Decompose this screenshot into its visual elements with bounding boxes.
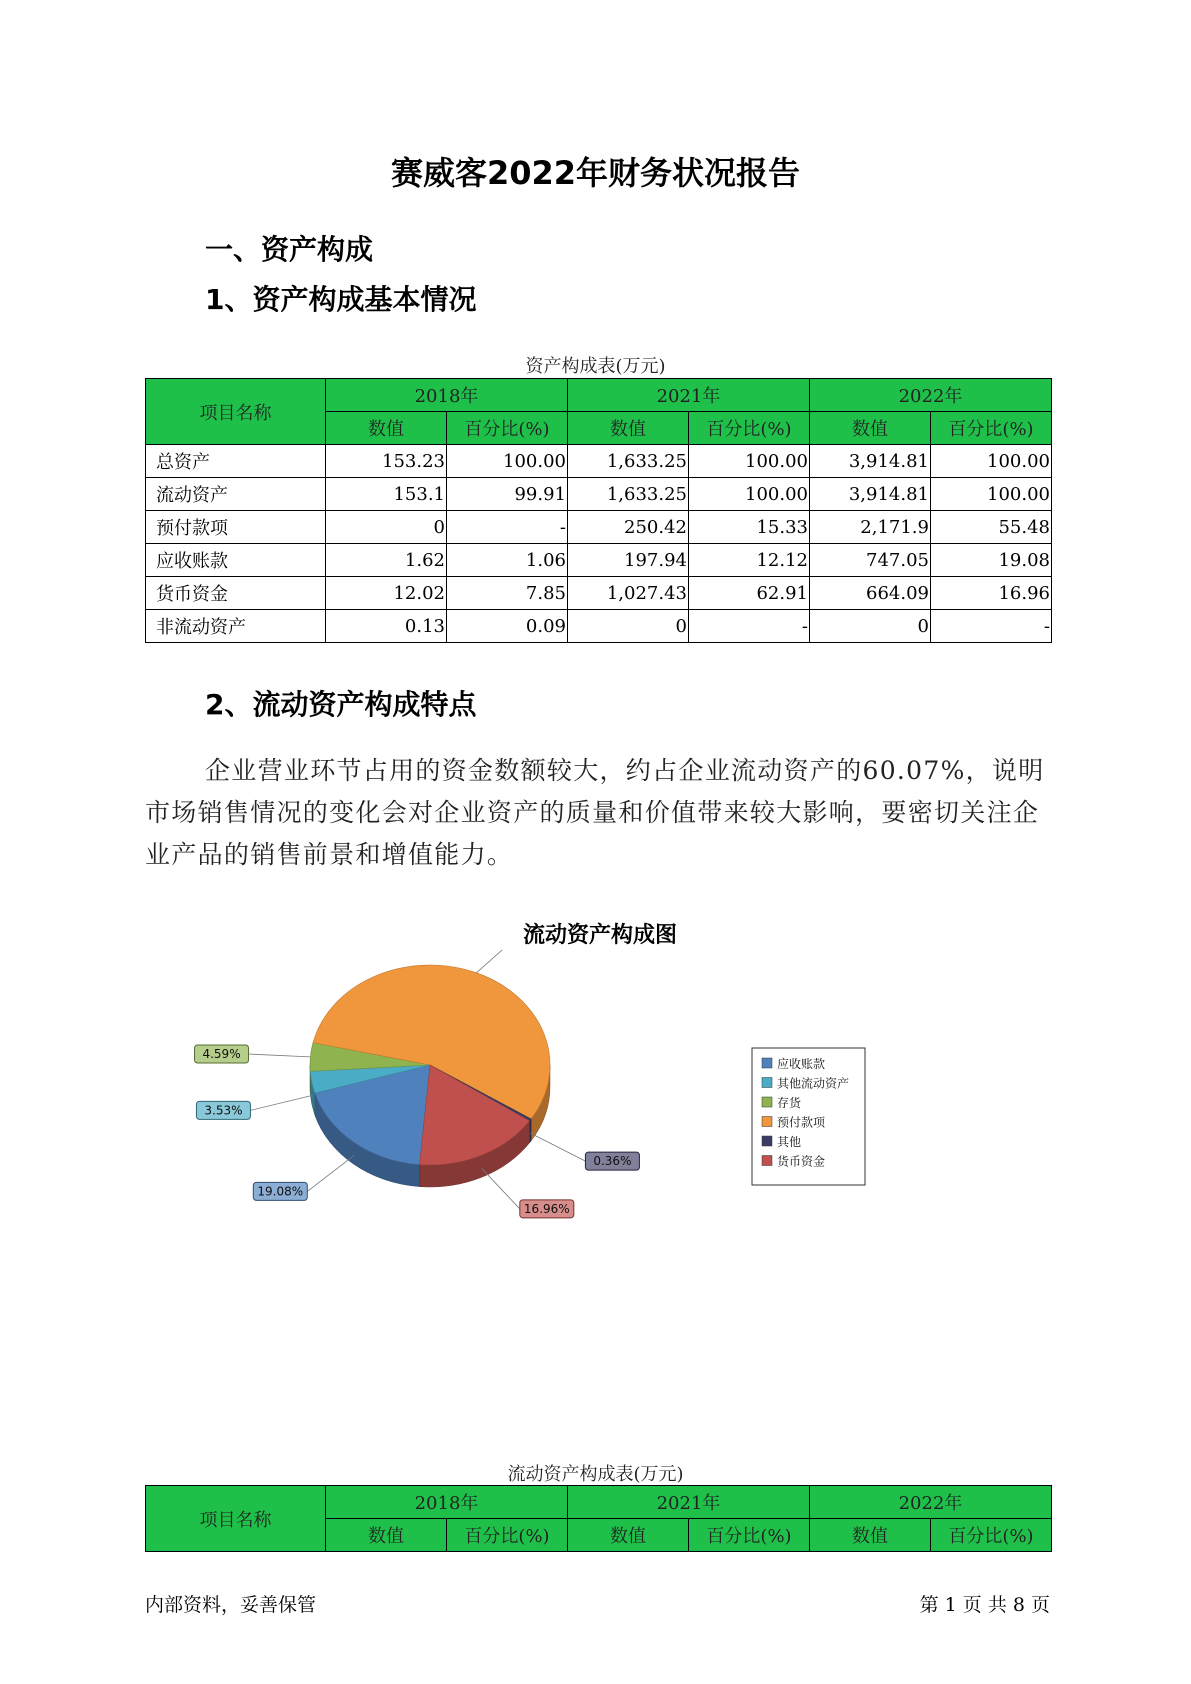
cell: 664.09: [810, 577, 931, 610]
cell: 100.00: [689, 478, 810, 511]
label-leader-line: [249, 1054, 311, 1057]
legend-swatch: [762, 1136, 772, 1146]
header-value: 数值: [568, 1519, 689, 1552]
cell: 3,914.81: [810, 478, 931, 511]
table-row: [146, 610, 1052, 643]
header-value: 数值: [810, 412, 931, 445]
label-leader-line: [530, 1133, 585, 1161]
cell: 99.91: [447, 478, 568, 511]
legend-label: 预付款项: [777, 1115, 826, 1130]
cell: 2,171.9: [810, 511, 931, 544]
header-year: 2022年: [810, 1486, 1052, 1519]
cell: -: [447, 511, 568, 544]
header-percent: 百分比(%): [689, 412, 810, 445]
row-name: 流动资产: [146, 478, 326, 511]
cell: 747.05: [810, 544, 931, 577]
cell: 1.62: [326, 544, 447, 577]
cell: 197.94: [568, 544, 689, 577]
legend-swatch: [762, 1078, 772, 1088]
header-item-name: 项目名称: [146, 1486, 326, 1552]
analysis-paragraph: 企业营业环节占用的资金数额较大，约占企业流动资产的60.07%，说明市场销售情况的变化会对企业资产的质量和价值带来较大影响，要密切关注企业产品的销售前景和增值能力。: [145, 756, 1045, 869]
cell: 19.08: [931, 544, 1052, 577]
row-name: 货币资金: [146, 577, 326, 610]
header-value: 数值: [568, 412, 689, 445]
cell: 100.00: [931, 445, 1052, 478]
header-value: 数值: [326, 1519, 447, 1552]
legend-swatch: [762, 1117, 772, 1127]
header-year: 2021年: [568, 1486, 810, 1519]
page-title: 赛威客2022年财务状况报告: [390, 154, 801, 192]
legend-label: 应收账款: [777, 1057, 826, 1071]
header-percent: 百分比(%): [447, 1519, 568, 1552]
chart-legend: [752, 1048, 865, 1185]
table2-caption: 流动资产构成表(万元): [507, 1464, 684, 1485]
row-name: 非流动资产: [146, 610, 326, 643]
chart-title: 流动资产构成图: [522, 923, 677, 948]
legend-swatch: [762, 1097, 772, 1107]
cell: -: [689, 610, 810, 643]
cell: 12.12: [689, 544, 810, 577]
header-year: 2021年: [568, 379, 810, 412]
header-percent: 百分比(%): [447, 412, 568, 445]
label-leader-line: [482, 1168, 520, 1208]
cell: -: [931, 610, 1052, 643]
cell: 100.00: [931, 478, 1052, 511]
header-year: 2022年: [810, 379, 1052, 412]
cell: 153.1: [326, 478, 447, 511]
header-year: 2018年: [326, 379, 568, 412]
table-row: [146, 445, 1052, 478]
current-asset-composition-table: [145, 1485, 1052, 1552]
cell: 250.42: [568, 511, 689, 544]
label-leader-line: [307, 1156, 354, 1192]
header-item-name: 项目名称: [146, 379, 326, 445]
cell: 0: [568, 610, 689, 643]
cell: 1,027.43: [568, 577, 689, 610]
label-leader-line: [476, 950, 512, 973]
legend-label: 存货: [777, 1096, 802, 1110]
row-name: 总资产: [146, 445, 326, 478]
subsection-heading-basic: 1、资产构成基本情况: [205, 283, 477, 316]
header-percent: 百分比(%): [689, 1519, 810, 1552]
cell: 153.23: [326, 445, 447, 478]
cell: 100.00: [689, 445, 810, 478]
cell: 62.91: [689, 577, 810, 610]
cell: 12.02: [326, 577, 447, 610]
table-row: [146, 544, 1052, 577]
legend-swatch: [762, 1058, 772, 1068]
table-row: [146, 511, 1052, 544]
header-year: 2018年: [326, 1486, 568, 1519]
header-value: 数值: [810, 1519, 931, 1552]
cell: 0: [810, 610, 931, 643]
cell: 15.33: [689, 511, 810, 544]
subsection-heading-current-assets: 2、流动资产构成特点: [205, 688, 477, 721]
data-label: 3.53%: [204, 1103, 243, 1118]
data-label: 19.08%: [257, 1184, 304, 1199]
data-label: 4.59%: [202, 1047, 241, 1062]
cell: 1,633.25: [568, 478, 689, 511]
legend-label: 其他: [777, 1135, 802, 1149]
cell: 16.96: [931, 577, 1052, 610]
table1-caption: 资产构成表(万元): [525, 356, 666, 377]
pie-chart: [0, 950, 1191, 1250]
cell: 1,633.25: [568, 445, 689, 478]
header-value: 数值: [326, 412, 447, 445]
cell: 3,914.81: [810, 445, 931, 478]
header-percent: 百分比(%): [931, 1519, 1052, 1552]
header-percent: 百分比(%): [931, 412, 1052, 445]
legend-swatch: [762, 1156, 772, 1166]
cell: 0.09: [447, 610, 568, 643]
cell: 1.06: [447, 544, 568, 577]
cell: 55.48: [931, 511, 1052, 544]
table-row: [146, 478, 1052, 511]
row-name: 应收账款: [146, 544, 326, 577]
cell: 0: [326, 511, 447, 544]
footer-page-number: 第 1 页 共 8 页: [919, 1594, 1050, 1616]
cell: 0.13: [326, 610, 447, 643]
data-label: 0.36%: [593, 1154, 632, 1169]
label-leader-line: [250, 1095, 311, 1110]
legend-label: 其他流动资产: [777, 1076, 850, 1091]
cell: 7.85: [447, 577, 568, 610]
legend-label: 货币资金: [777, 1154, 826, 1169]
table-row: [146, 577, 1052, 610]
footer-confidential: 内部资料，妥善保管: [145, 1594, 317, 1616]
asset-composition-table: [145, 378, 1052, 643]
cell: 100.00: [447, 445, 568, 478]
row-name: 预付款项: [146, 511, 326, 544]
section-heading-assets: 一、资产构成: [205, 233, 374, 266]
data-label: 16.96%: [523, 1201, 570, 1216]
